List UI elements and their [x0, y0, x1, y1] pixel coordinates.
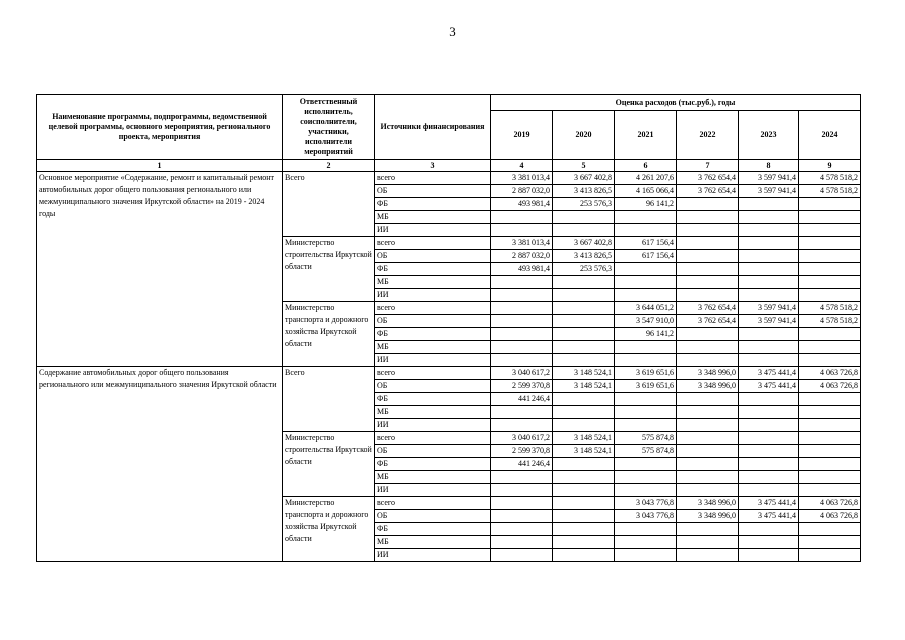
amount-cell: 3 148 524,1 [553, 432, 615, 445]
amount-cell: 3 762 654,4 [677, 172, 739, 185]
amount-cell [677, 458, 739, 471]
amount-cell: 3 413 826,5 [553, 185, 615, 198]
amount-cell [553, 289, 615, 302]
amount-cell [553, 276, 615, 289]
amount-cell [553, 211, 615, 224]
amount-cell [799, 237, 861, 250]
amount-cell [553, 302, 615, 315]
funding-source-cell: ФБ [375, 523, 491, 536]
amount-cell [677, 406, 739, 419]
amount-cell [491, 341, 553, 354]
amount-cell: 4 165 066,4 [615, 185, 677, 198]
amount-cell [677, 445, 739, 458]
amount-cell [491, 471, 553, 484]
amount-cell [739, 224, 799, 237]
table-body [37, 172, 861, 562]
amount-cell: 4 063 726,8 [799, 497, 861, 510]
amount-cell [739, 471, 799, 484]
funding-source-cell: МБ [375, 341, 491, 354]
amount-cell [615, 224, 677, 237]
amount-cell [799, 276, 861, 289]
funding-source-cell: МБ [375, 536, 491, 549]
financing-table [36, 94, 861, 562]
header-estimate: Оценка расходов (тыс.руб.), годы [491, 95, 861, 111]
amount-cell [491, 549, 553, 562]
amount-cell [739, 393, 799, 406]
amount-cell [799, 250, 861, 263]
amount-cell [739, 328, 799, 341]
amount-cell [799, 289, 861, 302]
amount-cell [799, 211, 861, 224]
amount-cell: 3 619 651,6 [615, 367, 677, 380]
funding-source-cell: всего [375, 497, 491, 510]
table-row [37, 172, 861, 185]
header-source: Источники финансирования [375, 95, 491, 160]
funding-source-cell: ФБ [375, 263, 491, 276]
executor-cell: Всего [283, 367, 375, 432]
header-executor: Ответственный исполнитель, соисполнители, участники, исполнители мероприятий [283, 95, 375, 160]
funding-source-cell: ОБ [375, 510, 491, 523]
amount-cell [553, 536, 615, 549]
amount-cell: 3 597 941,4 [739, 302, 799, 315]
funding-source-cell: ИИ [375, 354, 491, 367]
amount-cell [677, 276, 739, 289]
amount-cell [799, 406, 861, 419]
funding-source-cell: ОБ [375, 185, 491, 198]
amount-cell: 3 762 654,4 [677, 302, 739, 315]
amount-cell: 493 981,4 [491, 263, 553, 276]
amount-cell [677, 432, 739, 445]
amount-cell [553, 458, 615, 471]
column-index: 8 [739, 160, 799, 172]
amount-cell [615, 419, 677, 432]
amount-cell [615, 523, 677, 536]
amount-cell: 617 156,4 [615, 250, 677, 263]
amount-cell [739, 445, 799, 458]
amount-cell: 3 040 617,2 [491, 367, 553, 380]
amount-cell [491, 510, 553, 523]
amount-cell [615, 536, 677, 549]
header-year: 2019 [491, 111, 553, 160]
amount-cell: 3 148 524,1 [553, 367, 615, 380]
amount-cell [491, 289, 553, 302]
executor-cell: Министерство строительства Иркутской области [283, 432, 375, 497]
amount-cell: 3 043 776,8 [615, 510, 677, 523]
funding-source-cell: МБ [375, 471, 491, 484]
amount-cell [553, 484, 615, 497]
amount-cell: 3 148 524,1 [553, 380, 615, 393]
amount-cell [677, 354, 739, 367]
amount-cell [799, 328, 861, 341]
amount-cell [553, 549, 615, 562]
amount-cell: 4 261 207,6 [615, 172, 677, 185]
executor-cell: Министерство транспорта и дорожного хозяйства Иркутской области [283, 302, 375, 367]
column-index: 3 [375, 160, 491, 172]
amount-cell: 3 348 996,0 [677, 367, 739, 380]
amount-cell [491, 302, 553, 315]
amount-cell [739, 406, 799, 419]
funding-source-cell: всего [375, 172, 491, 185]
amount-cell [491, 419, 553, 432]
amount-cell: 3 667 402,8 [553, 172, 615, 185]
amount-cell [491, 276, 553, 289]
header-year: 2021 [615, 111, 677, 160]
amount-cell [491, 523, 553, 536]
amount-cell [739, 536, 799, 549]
amount-cell [739, 211, 799, 224]
executor-cell: Министерство транспорта и дорожного хозяйства Иркутской области [283, 497, 375, 562]
amount-cell [677, 484, 739, 497]
amount-cell [491, 497, 553, 510]
amount-cell [615, 484, 677, 497]
amount-cell: 617 156,4 [615, 237, 677, 250]
amount-cell [677, 224, 739, 237]
amount-cell [615, 263, 677, 276]
amount-cell [553, 224, 615, 237]
amount-cell [615, 406, 677, 419]
amount-cell [677, 198, 739, 211]
amount-cell [677, 211, 739, 224]
amount-cell [799, 393, 861, 406]
amount-cell: 2 599 370,8 [491, 445, 553, 458]
funding-source-cell: ФБ [375, 328, 491, 341]
funding-source-cell: всего [375, 432, 491, 445]
amount-cell: 3 619 651,6 [615, 380, 677, 393]
column-index: 9 [799, 160, 861, 172]
page-number: 3 [449, 24, 456, 39]
funding-source-cell: всего [375, 302, 491, 315]
amount-cell [739, 458, 799, 471]
amount-cell: 3 475 441,4 [739, 497, 799, 510]
amount-cell: 3 644 051,2 [615, 302, 677, 315]
amount-cell: 4 578 518,2 [799, 302, 861, 315]
amount-cell [799, 484, 861, 497]
amount-cell: 3 475 441,4 [739, 380, 799, 393]
amount-cell: 4 578 518,2 [799, 315, 861, 328]
funding-source-cell: ФБ [375, 458, 491, 471]
amount-cell [491, 224, 553, 237]
amount-cell [615, 393, 677, 406]
amount-cell: 4 063 726,8 [799, 380, 861, 393]
amount-cell: 253 576,3 [553, 263, 615, 276]
amount-cell [553, 510, 615, 523]
amount-cell [553, 328, 615, 341]
funding-source-cell: МБ [375, 406, 491, 419]
column-index: 2 [283, 160, 375, 172]
amount-cell: 3 597 941,4 [739, 185, 799, 198]
funding-source-cell: ОБ [375, 380, 491, 393]
amount-cell: 96 141,2 [615, 328, 677, 341]
amount-cell: 3 381 013,4 [491, 237, 553, 250]
funding-source-cell: ИИ [375, 224, 491, 237]
amount-cell [553, 406, 615, 419]
amount-cell [553, 315, 615, 328]
amount-cell [491, 211, 553, 224]
amount-cell [553, 523, 615, 536]
funding-source-cell: всего [375, 237, 491, 250]
amount-cell: 3 348 996,0 [677, 380, 739, 393]
amount-cell [677, 263, 739, 276]
amount-cell [799, 445, 861, 458]
amount-cell [553, 354, 615, 367]
amount-cell [739, 523, 799, 536]
amount-cell [615, 211, 677, 224]
amount-cell [677, 549, 739, 562]
amount-cell: 3 597 941,4 [739, 172, 799, 185]
amount-cell: 3 475 441,4 [739, 367, 799, 380]
column-index: 1 [37, 160, 283, 172]
amount-cell: 3 597 941,4 [739, 315, 799, 328]
funding-source-cell: ИИ [375, 419, 491, 432]
amount-cell [739, 276, 799, 289]
table-row [37, 367, 861, 380]
amount-cell [739, 250, 799, 263]
column-index: 5 [553, 160, 615, 172]
amount-cell: 3 148 524,1 [553, 445, 615, 458]
amount-cell [491, 406, 553, 419]
funding-source-cell: ИИ [375, 484, 491, 497]
amount-cell [677, 237, 739, 250]
amount-cell: 3 762 654,4 [677, 315, 739, 328]
amount-cell [799, 224, 861, 237]
amount-cell [677, 471, 739, 484]
amount-cell [739, 432, 799, 445]
measure-name: Содержание автомобильных дорог общего пользования регионального или межмуниципального значения Иркутской области [37, 367, 283, 562]
amount-cell [739, 198, 799, 211]
funding-source-cell: ОБ [375, 445, 491, 458]
column-index: 7 [677, 160, 739, 172]
amount-cell: 96 141,2 [615, 198, 677, 211]
amount-cell [677, 328, 739, 341]
amount-cell [677, 523, 739, 536]
executor-cell: Министерство строительства Иркутской области [283, 237, 375, 302]
amount-cell [677, 289, 739, 302]
amount-cell [799, 471, 861, 484]
amount-cell [615, 549, 677, 562]
amount-cell [491, 536, 553, 549]
funding-source-cell: всего [375, 367, 491, 380]
amount-cell [799, 263, 861, 276]
amount-cell: 3 381 013,4 [491, 172, 553, 185]
header-year: 2023 [739, 111, 799, 160]
amount-cell: 3 040 617,2 [491, 432, 553, 445]
amount-cell: 3 667 402,8 [553, 237, 615, 250]
amount-cell: 3 348 996,0 [677, 510, 739, 523]
amount-cell [553, 393, 615, 406]
amount-cell [739, 354, 799, 367]
amount-cell [677, 536, 739, 549]
amount-cell [553, 471, 615, 484]
amount-cell [799, 523, 861, 536]
funding-source-cell: ФБ [375, 198, 491, 211]
amount-cell: 3 348 996,0 [677, 497, 739, 510]
amount-cell: 253 576,3 [553, 198, 615, 211]
amount-cell [739, 237, 799, 250]
funding-source-cell: МБ [375, 276, 491, 289]
amount-cell: 3 762 654,4 [677, 185, 739, 198]
funding-source-cell: ОБ [375, 250, 491, 263]
amount-cell [553, 497, 615, 510]
funding-source-cell: ОБ [375, 315, 491, 328]
amount-cell: 3 043 776,8 [615, 497, 677, 510]
amount-cell: 441 246,4 [491, 458, 553, 471]
funding-source-cell: ИИ [375, 289, 491, 302]
amount-cell [799, 354, 861, 367]
header-year: 2024 [799, 111, 861, 160]
amount-cell [739, 484, 799, 497]
amount-cell [553, 419, 615, 432]
amount-cell [677, 393, 739, 406]
header-name: Наименование программы, подпрограммы, ведомственной целевой программы, основного мероприятия, регионального проекта, мероприятия [37, 95, 283, 160]
amount-cell [799, 432, 861, 445]
amount-cell [799, 549, 861, 562]
amount-cell [739, 289, 799, 302]
amount-cell [739, 341, 799, 354]
amount-cell [739, 419, 799, 432]
funding-source-cell: ФБ [375, 393, 491, 406]
amount-cell [799, 458, 861, 471]
amount-cell [615, 354, 677, 367]
amount-cell: 4 063 726,8 [799, 510, 861, 523]
header-year: 2022 [677, 111, 739, 160]
executor-cell: Всего [283, 172, 375, 237]
amount-cell [799, 341, 861, 354]
column-index: 4 [491, 160, 553, 172]
amount-cell [677, 341, 739, 354]
amount-cell: 2 887 032,0 [491, 185, 553, 198]
amount-cell: 4 578 518,2 [799, 172, 861, 185]
amount-cell: 441 246,4 [491, 393, 553, 406]
column-index: 6 [615, 160, 677, 172]
amount-cell [739, 549, 799, 562]
amount-cell [491, 484, 553, 497]
funding-source-cell: ИИ [375, 549, 491, 562]
amount-cell [491, 315, 553, 328]
measure-name: Основное мероприятие «Содержание, ремонт и капитальный ремонт автомобильных дорог общего пользования регионального или межмуниципального значения Иркутской области» на 2019 - 2024 годы [37, 172, 283, 367]
amount-cell [677, 250, 739, 263]
amount-cell [799, 536, 861, 549]
amount-cell [491, 328, 553, 341]
amount-cell [799, 419, 861, 432]
amount-cell [615, 341, 677, 354]
funding-source-cell: МБ [375, 211, 491, 224]
amount-cell: 4 063 726,8 [799, 367, 861, 380]
amount-cell [799, 198, 861, 211]
amount-cell: 2 599 370,8 [491, 380, 553, 393]
amount-cell: 3 475 441,4 [739, 510, 799, 523]
amount-cell: 575 874,8 [615, 445, 677, 458]
amount-cell [615, 458, 677, 471]
amount-cell: 2 887 032,0 [491, 250, 553, 263]
amount-cell [677, 419, 739, 432]
amount-cell [491, 354, 553, 367]
amount-cell: 575 874,8 [615, 432, 677, 445]
amount-cell: 3 413 826,5 [553, 250, 615, 263]
amount-cell: 493 981,4 [491, 198, 553, 211]
amount-cell [739, 263, 799, 276]
amount-cell [615, 276, 677, 289]
header-year: 2020 [553, 111, 615, 160]
amount-cell: 3 547 910,0 [615, 315, 677, 328]
amount-cell [615, 289, 677, 302]
amount-cell [553, 341, 615, 354]
amount-cell: 4 578 518,2 [799, 185, 861, 198]
amount-cell [615, 471, 677, 484]
